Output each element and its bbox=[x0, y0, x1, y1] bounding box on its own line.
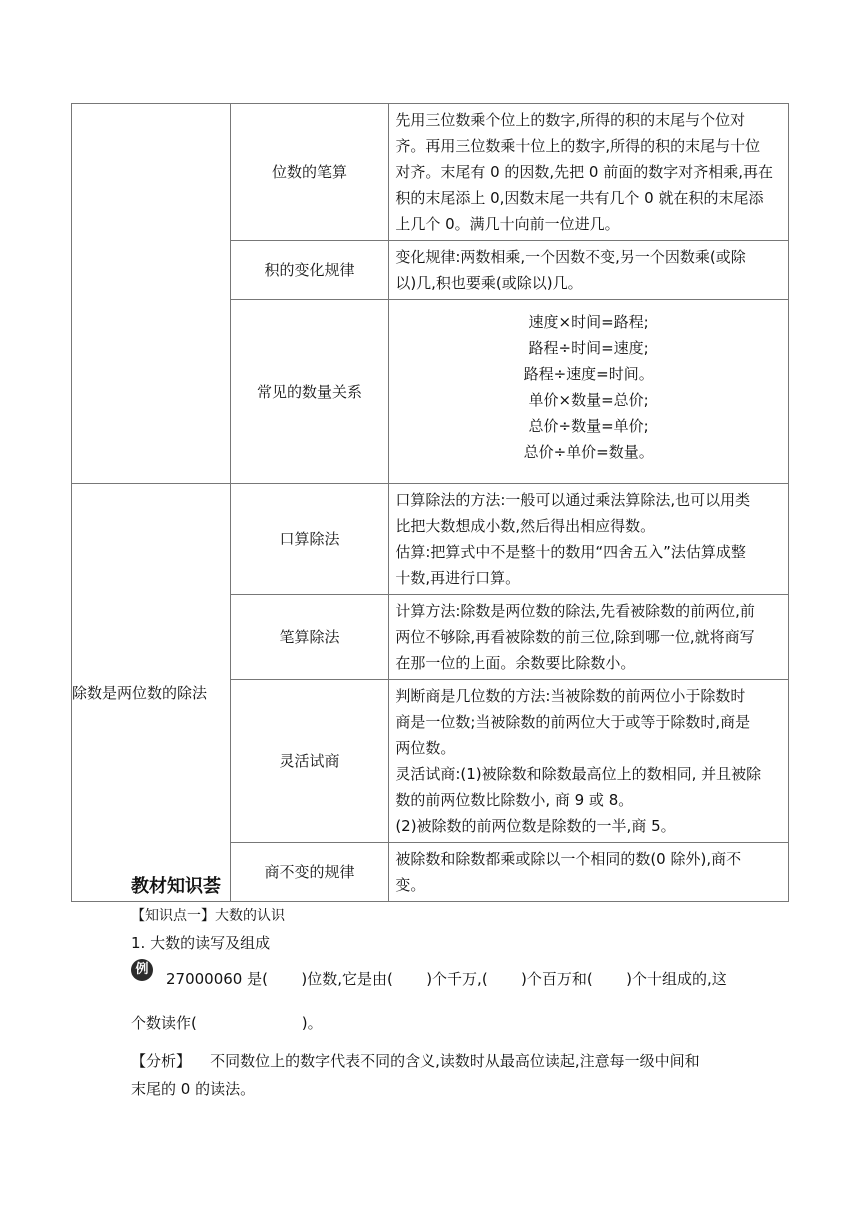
content-cell bbox=[389, 300, 789, 484]
analysis-text-line: 末尾的 0 的读法。 bbox=[131, 1080, 256, 1098]
topic-label: 常见的数量关系 bbox=[256, 382, 362, 401]
topic-cell bbox=[230, 300, 389, 484]
content-cell bbox=[389, 595, 789, 680]
topic-label: 口算除法 bbox=[279, 530, 340, 548]
content-cell bbox=[389, 680, 789, 843]
content-line: 比把大数想成小数,然后得出相应得数。 bbox=[395, 517, 656, 535]
topic-cell bbox=[230, 104, 389, 241]
topic-cell bbox=[230, 595, 389, 680]
knowledge-table bbox=[71, 103, 789, 902]
topic-label: 商不变的规律 bbox=[264, 863, 355, 881]
content-line: 变化规律:两数相乘,一个因数不变,另一个因数乘(或除 bbox=[395, 248, 746, 266]
section-title: 教材知识荟 bbox=[131, 876, 221, 897]
content-line: 估算:把算式中不是整十的数用“四舍五入”法估算成整 bbox=[395, 543, 746, 561]
category-cell bbox=[72, 104, 231, 484]
formula-list bbox=[389, 305, 788, 479]
content-line: 在那一位的上面。余数要比除数小。 bbox=[395, 654, 636, 672]
content-line: 上几个 0。满几十向前一位进几。 bbox=[395, 215, 620, 233]
example-icon: 例 bbox=[131, 959, 153, 981]
topic-cell bbox=[230, 680, 389, 843]
analysis-text-line: 【分析】 不同数位上的数字代表不同的含义,读数时从最高位读起,注意每一级中间和 bbox=[131, 1052, 700, 1070]
example-text-line: 27000060 是( )位数,它是由( )个千万,( )个百万和( )个十组成的,这 bbox=[166, 970, 727, 988]
content-line: 判断商是几位数的方法:当被除数的前两位小于除数时 bbox=[395, 687, 746, 705]
content-line: 对齐。末尾有 0 的因数,先把 0 前面的数字对齐相乘,再在 bbox=[395, 163, 774, 181]
content-line: 变。 bbox=[395, 876, 426, 894]
content-line: 以)几,积也要乘(或除以)几。 bbox=[395, 274, 583, 292]
topic-cell bbox=[230, 484, 389, 595]
content-line: 数的前两位数比除数小, 商 9 或 8。 bbox=[395, 791, 634, 809]
content-cell bbox=[389, 241, 789, 300]
content-line: 齐。再用三位数乘十位上的数字,所得的积的末尾与十位 bbox=[395, 137, 761, 155]
content-line: (2)被除数的前两位数是除数的一半,商 5。 bbox=[395, 817, 676, 835]
content-line: 积的末尾添上 0,因数末尾一共有几个 0 就在积的末尾添 bbox=[395, 189, 764, 207]
topic-label: 位数的笔算 bbox=[271, 163, 347, 181]
formula-line: 总价÷数量=单价; bbox=[528, 416, 649, 435]
content-cell bbox=[389, 843, 789, 902]
formula-line: 路程÷速度=时间。 bbox=[523, 364, 654, 383]
category-label: 除数是两位数的除法 bbox=[72, 684, 208, 702]
topic-label: 灵活试商 bbox=[279, 752, 340, 770]
content-line: 被除数和除数都乘或除以一个相同的数(0 除外),商不 bbox=[395, 850, 742, 868]
content-line: 两位数。 bbox=[395, 739, 456, 757]
topic-label: 积的变化规律 bbox=[264, 261, 355, 279]
formula-line: 总价÷单价=数量。 bbox=[523, 442, 654, 461]
knowledge-point-label: 【知识点一】大数的认识 bbox=[131, 908, 285, 924]
table-row bbox=[72, 104, 789, 241]
table-row bbox=[72, 484, 789, 595]
formula-line: 速度×时间=路程; bbox=[528, 312, 649, 331]
content-line: 口算除法的方法:一般可以通过乘法算除法,也可以用类 bbox=[395, 491, 751, 509]
content-line: 先用三位数乘个位上的数字,所得的积的末尾与个位对 bbox=[395, 111, 746, 129]
content-cell bbox=[389, 484, 789, 595]
formula-line: 单价×数量=总价; bbox=[528, 390, 649, 409]
content-line: 两位不够除,再看被除数的前三位,除到哪一位,就将商写 bbox=[395, 628, 755, 646]
content-line: 商是一位数;当被除数的前两位大于或等于除数时,商是 bbox=[395, 713, 751, 731]
topic-cell bbox=[230, 241, 389, 300]
content-line: 灵活试商:(1)被除数和除数最高位上的数相同, 并且被除 bbox=[395, 765, 762, 783]
topic-cell bbox=[230, 843, 389, 902]
content-line: 十数,再进行口算。 bbox=[395, 569, 521, 587]
example-text-line: 个数读作( )。 bbox=[131, 1014, 323, 1032]
topic-label: 笔算除法 bbox=[279, 628, 340, 646]
content-line: 计算方法:除数是两位数的除法,先看被除数的前两位,前 bbox=[395, 602, 755, 620]
formula-line: 路程÷时间=速度; bbox=[528, 338, 649, 357]
content-cell bbox=[389, 104, 789, 241]
category-cell bbox=[72, 484, 231, 902]
subsection-title: 1. 大数的读写及组成 bbox=[131, 934, 271, 952]
